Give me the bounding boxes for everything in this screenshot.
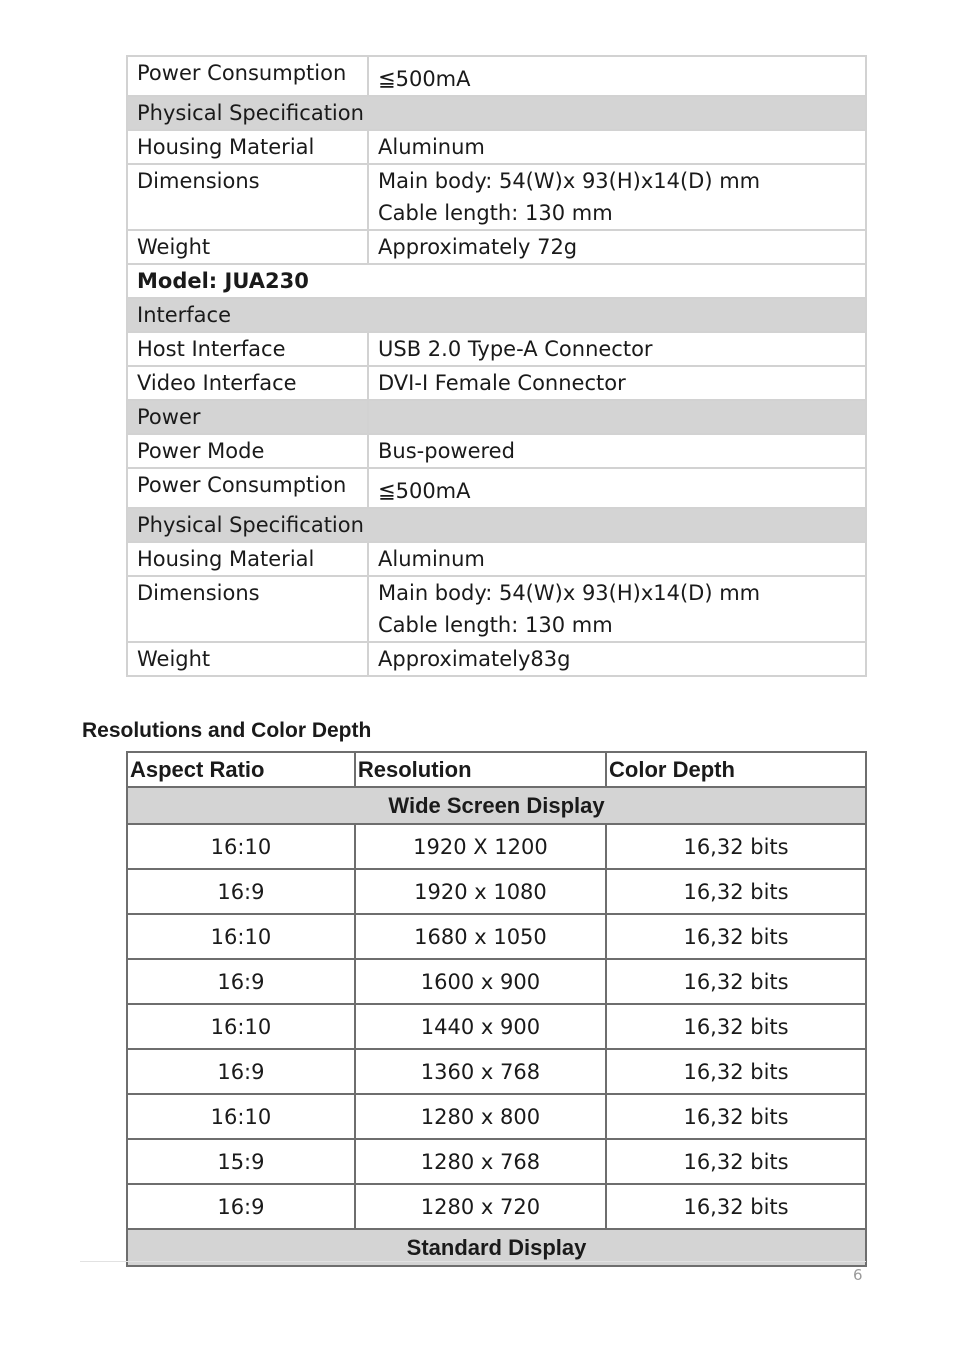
section-row	[127, 96, 866, 130]
spec-row	[127, 542, 866, 576]
resolution-row	[127, 1139, 866, 1184]
spec-label: Power Mode	[127, 434, 368, 468]
color-depth-cell: 16,32 bits	[606, 959, 866, 1004]
spec-value-line: Approximately83g	[378, 647, 571, 671]
color-depth-cell: 16,32 bits	[606, 1184, 866, 1229]
group-label-wide-screen: Wide Screen Display	[127, 787, 866, 824]
color-depth-cell: 16,32 bits	[606, 1004, 866, 1049]
model-row	[127, 264, 866, 298]
spec-row	[127, 56, 866, 96]
spec-value	[368, 434, 866, 468]
spec-value-line: ≦500mA	[378, 479, 471, 503]
spec-label: Dimensions	[127, 576, 368, 642]
spec-label: Weight	[127, 642, 368, 676]
spec-row	[127, 434, 866, 468]
aspect-ratio-cell: 16:9	[127, 1049, 355, 1094]
spec-value-line: Cable length: 130 mm	[378, 201, 613, 225]
footer-divider	[80, 1261, 866, 1262]
aspect-ratio-cell: 16:9	[127, 959, 355, 1004]
spec-row	[127, 366, 866, 400]
spec-value-line: DVI-I Female Connector	[378, 371, 626, 395]
section-label: Physical Specification	[127, 96, 866, 130]
spec-value-line: Approximately 72g	[378, 235, 578, 259]
color-depth-cell: 16,32 bits	[606, 824, 866, 869]
page-number: 6	[853, 1266, 863, 1284]
section-label: Power	[127, 400, 368, 434]
resolutions-table	[126, 751, 867, 1267]
spec-value	[368, 366, 866, 400]
model-label: Model: JUA230	[127, 264, 866, 298]
resolution-row	[127, 1004, 866, 1049]
color-depth-cell: 16,32 bits	[606, 914, 866, 959]
section-row	[127, 400, 866, 434]
resolution-row	[127, 1094, 866, 1139]
aspect-ratio-cell: 16:10	[127, 824, 355, 869]
spec-label: Housing Material	[127, 542, 368, 576]
spec-value	[368, 468, 866, 508]
group-label-standard: Standard Display	[127, 1229, 866, 1266]
resolution-row	[127, 824, 866, 869]
spec-value	[368, 130, 866, 164]
aspect-ratio-cell: 16:9	[127, 869, 355, 914]
spec-row	[127, 468, 866, 508]
header-color-depth: Color Depth	[606, 752, 866, 787]
section-row	[127, 508, 866, 542]
resolutions-header-row	[127, 752, 866, 787]
resolution-row	[127, 869, 866, 914]
spec-value-line: Aluminum	[378, 547, 485, 571]
group-row-wide-screen	[127, 787, 866, 824]
spec-value	[368, 642, 866, 676]
resolution-cell: 1440 x 900	[355, 1004, 606, 1049]
resolution-cell: 1600 x 900	[355, 959, 606, 1004]
resolution-cell: 1280 x 768	[355, 1139, 606, 1184]
header-resolution: Resolution	[355, 752, 606, 787]
resolutions-heading: Resolutions and Color Depth	[82, 719, 372, 742]
aspect-ratio-cell: 16:10	[127, 1004, 355, 1049]
resolution-row	[127, 959, 866, 1004]
spec-value-line: Bus-powered	[378, 439, 515, 463]
resolution-row	[127, 1184, 866, 1229]
resolution-cell: 1920 X 1200	[355, 824, 606, 869]
aspect-ratio-cell: 16:9	[127, 1184, 355, 1229]
spec-row	[127, 230, 866, 264]
spec-value-line: ≦500mA	[378, 67, 471, 91]
spec-value	[368, 230, 866, 264]
resolution-cell: 1680 x 1050	[355, 914, 606, 959]
color-depth-cell: 16,32 bits	[606, 1094, 866, 1139]
spec-label: Video Interface	[127, 366, 368, 400]
color-depth-cell: 16,32 bits	[606, 1139, 866, 1184]
header-aspect-ratio: Aspect Ratio	[127, 752, 355, 787]
spec-label: Housing Material	[127, 130, 368, 164]
spec-label: Power Consumption	[127, 468, 368, 508]
resolution-cell: 1280 x 720	[355, 1184, 606, 1229]
spec-value-line: Aluminum	[378, 135, 485, 159]
section-empty-cell	[368, 400, 866, 434]
specification-table	[126, 55, 867, 677]
aspect-ratio-cell: 15:9	[127, 1139, 355, 1184]
spec-value-line: Main body: 54(W)x 93(H)x14(D) mm	[378, 169, 761, 193]
spec-value	[368, 56, 866, 96]
spec-row	[127, 130, 866, 164]
spec-row	[127, 332, 866, 366]
spec-label: Power Consumption	[127, 56, 368, 96]
spec-row	[127, 576, 866, 642]
resolution-row	[127, 914, 866, 959]
resolution-row	[127, 1049, 866, 1094]
aspect-ratio-cell: 16:10	[127, 1094, 355, 1139]
spec-value-line: Cable length: 130 mm	[378, 613, 613, 637]
spec-label: Dimensions	[127, 164, 368, 230]
spec-row	[127, 164, 866, 230]
section-label: Physical Specification	[127, 508, 866, 542]
spec-value-line: USB 2.0 Type-A Connector	[378, 337, 653, 361]
resolution-cell: 1280 x 800	[355, 1094, 606, 1139]
resolution-cell: 1920 x 1080	[355, 869, 606, 914]
spec-value	[368, 542, 866, 576]
section-label: Interface	[127, 298, 866, 332]
spec-row	[127, 642, 866, 676]
section-row	[127, 298, 866, 332]
spec-value	[368, 332, 866, 366]
spec-label: Host Interface	[127, 332, 368, 366]
spec-label: Weight	[127, 230, 368, 264]
color-depth-cell: 16,32 bits	[606, 1049, 866, 1094]
spec-value-line: Main body: 54(W)x 93(H)x14(D) mm	[378, 581, 761, 605]
aspect-ratio-cell: 16:10	[127, 914, 355, 959]
spec-value	[368, 164, 866, 230]
color-depth-cell: 16,32 bits	[606, 869, 866, 914]
spec-value	[368, 576, 866, 642]
resolution-cell: 1360 x 768	[355, 1049, 606, 1094]
